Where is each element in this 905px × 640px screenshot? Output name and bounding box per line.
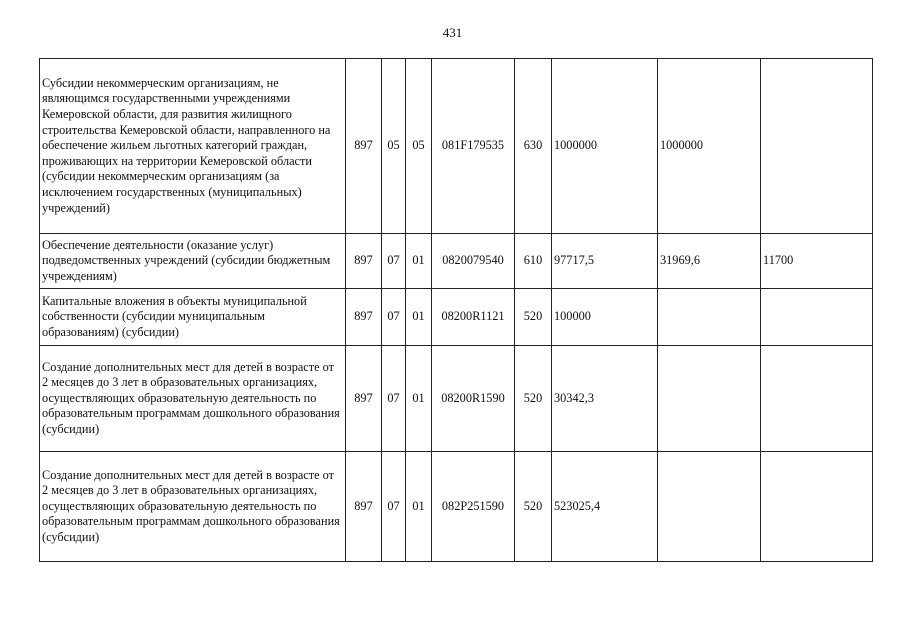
amount-1: 97717,5 <box>552 234 658 289</box>
page-number: 431 <box>442 25 463 40</box>
amount-2 <box>658 289 761 346</box>
section-code: 07 <box>382 452 406 562</box>
budget-table <box>39 58 873 562</box>
subsection-code: 01 <box>406 234 432 289</box>
subsection-code: 01 <box>406 452 432 562</box>
ministry-code: 897 <box>346 289 382 346</box>
subsection-code: 01 <box>406 289 432 346</box>
row-name: Создание дополнительных мест для детей в возрасте от 2 месяцев до 3 лет в образовательных организациях, осуществляющих образовательную деятельность по образовательным программам дошкольного образования (субсидии) <box>40 346 346 452</box>
table-row <box>40 59 873 234</box>
amount-2 <box>658 346 761 452</box>
amount-2: 31969,6 <box>658 234 761 289</box>
ministry-code: 897 <box>346 452 382 562</box>
subsection-code: 01 <box>406 346 432 452</box>
table-row <box>40 289 873 346</box>
amount-3 <box>761 59 873 234</box>
target-article-code: 081F179535 <box>432 59 515 234</box>
ministry-code: 897 <box>346 234 382 289</box>
amount-3 <box>761 452 873 562</box>
amount-2: 1000000 <box>658 59 761 234</box>
row-name: Обеспечение деятельности (оказание услуг) подведомственных учреждений (субсидии бюджетным учреждениям) <box>40 234 346 289</box>
target-article-code: 0820079540 <box>432 234 515 289</box>
table-row <box>40 452 873 562</box>
section-code: 07 <box>382 289 406 346</box>
amount-1: 523025,4 <box>552 452 658 562</box>
section-code: 07 <box>382 346 406 452</box>
amount-3: 11700 <box>761 234 873 289</box>
amount-3 <box>761 289 873 346</box>
amount-1: 30342,3 <box>552 346 658 452</box>
table-row <box>40 346 873 452</box>
amount-3 <box>761 346 873 452</box>
row-name: Создание дополнительных мест для детей в возрасте от 2 месяцев до 3 лет в образовательных организациях, осуществляющих образовательную деятельность по образовательным программам дошкольного образования (субсидии) <box>40 452 346 562</box>
expense-type-code: 520 <box>515 346 552 452</box>
subsection-code: 05 <box>406 59 432 234</box>
amount-1: 100000 <box>552 289 658 346</box>
expense-type-code: 630 <box>515 59 552 234</box>
section-code: 05 <box>382 59 406 234</box>
expense-type-code: 610 <box>515 234 552 289</box>
ministry-code: 897 <box>346 59 382 234</box>
ministry-code: 897 <box>346 346 382 452</box>
target-article-code: 082P251590 <box>432 452 515 562</box>
table-row <box>40 234 873 289</box>
target-article-code: 08200R1121 <box>432 289 515 346</box>
target-article-code: 08200R1590 <box>432 346 515 452</box>
expense-type-code: 520 <box>515 452 552 562</box>
row-name: Капитальные вложения в объекты муниципальной собственности (субсидии муниципальным образованиям) (субсидии) <box>40 289 346 346</box>
expense-type-code: 520 <box>515 289 552 346</box>
amount-1: 1000000 <box>552 59 658 234</box>
amount-2 <box>658 452 761 562</box>
row-name: Субсидии некоммерческим организациям, не являющимся государственными учреждениями Кемеровской области, для развития жилищного строительства Кемеровской области, направленного на обеспечение жильем льготных категорий граждан, проживающих на территории Кемеровской области (субсидии некоммерческим организациям (за исключением государственных (муниципальных) учреждений) <box>40 59 346 234</box>
section-code: 07 <box>382 234 406 289</box>
